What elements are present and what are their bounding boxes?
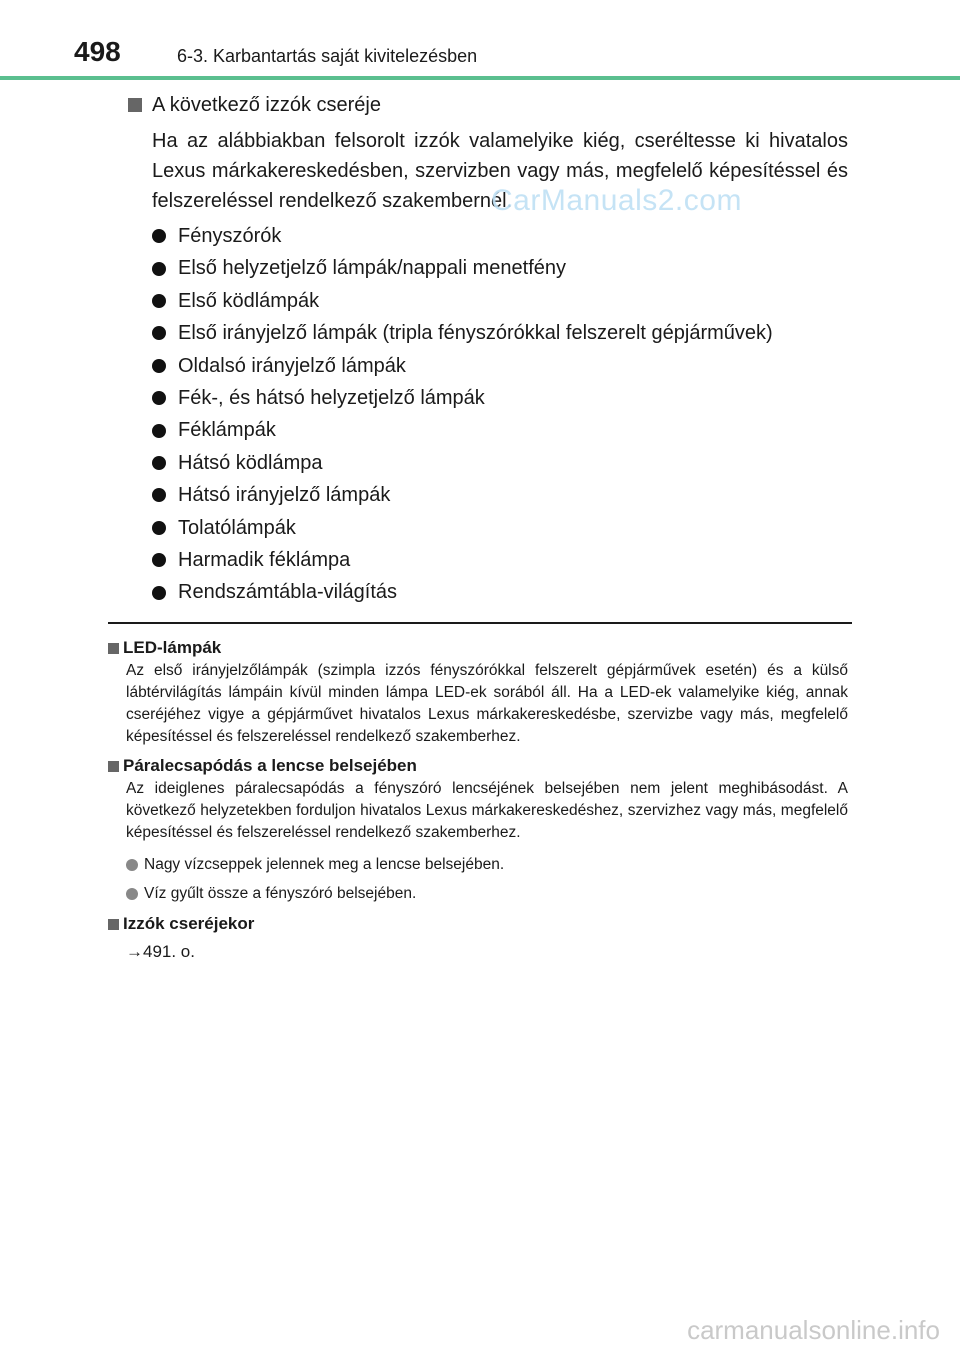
main-content — [128, 90, 848, 609]
list-item: Fényszórók — [152, 220, 848, 252]
bullet-dot-icon — [152, 391, 166, 405]
list-item: Hátsó irányjelző lámpák — [152, 479, 848, 511]
note-heading-condensation: Páralecsapódás a lencse belsejében — [108, 754, 848, 778]
square-bullet-icon — [108, 761, 119, 772]
bullet-dot-icon — [152, 229, 166, 243]
footer-watermark: carmanualsonline.info — [687, 1315, 940, 1345]
list-item: Első irányjelző lámpák (tripla fényszórókkal felszerelt gépjárművek) — [152, 317, 848, 349]
list-item: Első helyzetjelző lámpák/nappali menetfény — [152, 252, 848, 284]
page-reference-link[interactable]: →491. o. — [126, 942, 195, 961]
square-bullet-icon — [108, 919, 119, 930]
bullet-dot-icon — [152, 456, 166, 470]
bullet-dot-icon — [152, 326, 166, 340]
main-heading — [128, 90, 848, 120]
intro-text: Ha az alábbiakban felsorolt izzók valamelyike kiég, cseréltesse ki hivatalos Lexus márkakereskedésben, szervizben vagy más, megfelelő képesítéssel és felszereléssel rendelkező szakembernél. — [152, 130, 848, 212]
bullet-dot-icon — [152, 262, 166, 276]
page-number: 498 — [74, 36, 121, 67]
bullet-dot-icon — [152, 553, 166, 567]
page-header — [0, 0, 960, 80]
list-item: Oldalsó irányjelző lámpák — [152, 350, 848, 382]
note-heading-replacing: Izzók cseréjekor — [108, 912, 848, 936]
list-item: Hátsó ködlámpa — [152, 447, 848, 479]
list-item: Nagy vízcseppek jelennek meg a lencse belsejében. — [126, 850, 848, 879]
list-item: Víz gyűlt össze a fényszóró belsejében. — [126, 879, 848, 908]
list-item: Fék-, és hátsó helyzetjelző lámpák — [152, 382, 848, 414]
bullet-dot-icon — [126, 859, 138, 871]
condensation-list — [126, 850, 848, 908]
list-item: Tolatólámpák — [152, 512, 848, 544]
list-item: Első ködlámpák — [152, 285, 848, 317]
main-heading-text: A következő izzók cseréje — [152, 94, 381, 116]
list-item: Rendszámtábla-világítás — [152, 576, 848, 608]
note-text-led: Az első irányjelzőlámpák (szimpla izzós fényszórókkal felszerelt gépjárművek esetén) és a külső lábtérvilágítás lámpáin kívül minden lámpa LED-ek sorából áll. Ha a LED-ek valamelyike kiég, annak cseréjéhez vigye a gépjárművet hivatalos Lexus márkakereskedésbe, szervizbe vagy más, megfelelő képesítéssel és felszereléssel rendelkező szakemberhez. — [126, 662, 848, 745]
watermark-logo: CarManuals2.com — [491, 184, 742, 217]
bullet-dot-icon — [126, 888, 138, 900]
list-item: Féklámpák — [152, 414, 848, 446]
bullet-dot-icon — [152, 359, 166, 373]
bullet-dot-icon — [152, 294, 166, 308]
note-text-condensation: Az ideiglenes páralecsapódás a fényszóró lencséjének belsejében nem jelent meghibásodást. A következő helyzetekben forduljon hivatalos Lexus márkakereskedéshez, szervizhez vagy más, megfelelő képesítéssel és felszereléssel rendelkező szakemberhez. — [126, 780, 848, 841]
section-title: 6-3. Karbantartás saját kivitelezésben — [177, 46, 478, 66]
list-item: Harmadik féklámpa — [152, 544, 848, 576]
bullet-dot-icon — [152, 424, 166, 438]
bullet-dot-icon — [152, 488, 166, 502]
header-rule — [0, 76, 960, 80]
intro-paragraph — [152, 126, 848, 216]
note-heading-led: LED-lámpák — [108, 636, 848, 660]
bulb-list — [152, 220, 848, 609]
section-divider — [108, 622, 852, 624]
bullet-dot-icon — [152, 521, 166, 535]
notes-section — [108, 636, 848, 968]
square-bullet-icon — [108, 643, 119, 654]
bullet-dot-icon — [152, 586, 166, 600]
square-bullet-icon — [128, 98, 142, 112]
